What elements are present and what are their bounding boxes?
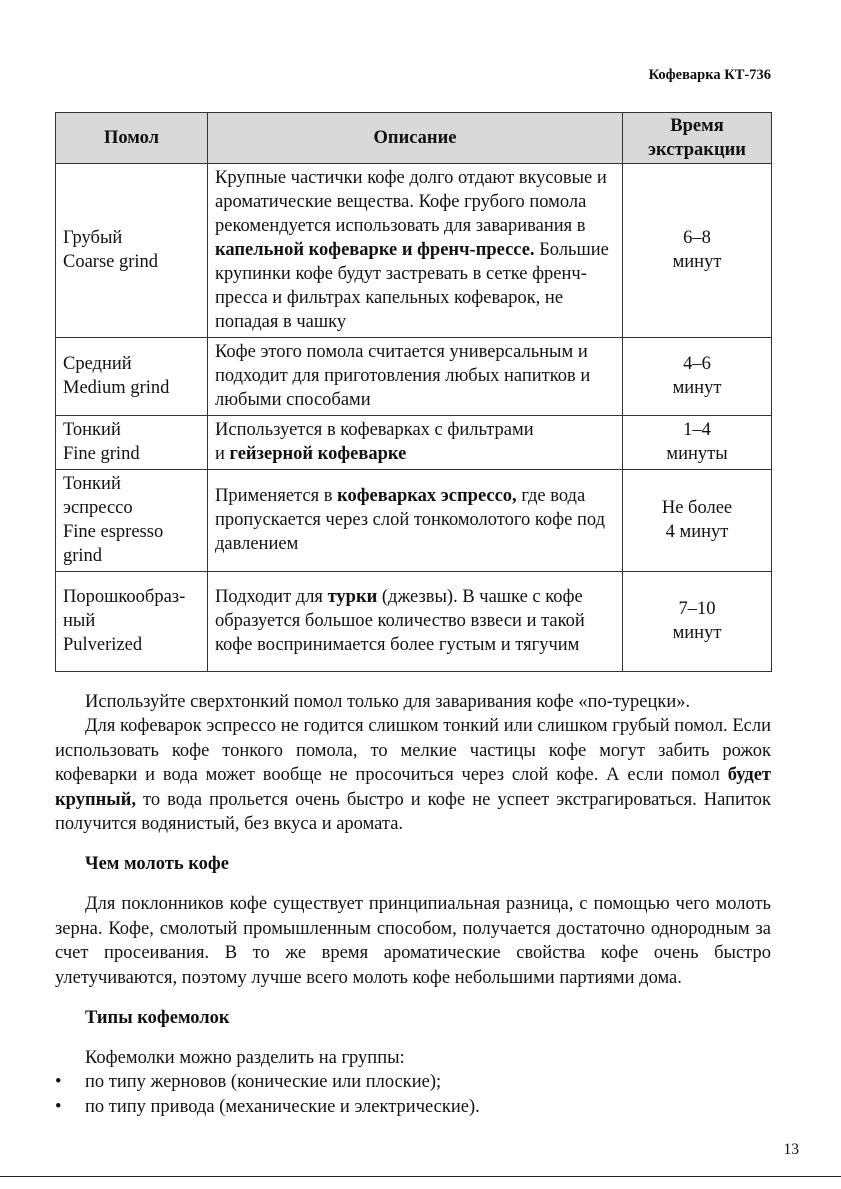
grind-name-cell	[56, 338, 208, 416]
text-span: то вода прольется очень быстро и кофе не успеет экстрагироваться. Напиток получится водянистый, без вкуса и аромата.	[55, 789, 771, 835]
table-header-row	[56, 113, 772, 164]
bullet-icon: •	[55, 1096, 62, 1117]
extraction-time-line: минут	[672, 378, 722, 398]
bold-span: кофеварках эспрессо,	[337, 486, 517, 506]
grind-name-ru: Тонкий	[63, 474, 121, 494]
extraction-time-cell	[623, 338, 772, 416]
text-span: Для кофеварок эспрессо не годится слишком тонкий или слишком грубый помол. Если использовать кофе тонкого помола, то мелкие частицы кофе могут забить рожок кофеварки и вода может вообще не просочиться через слой кофе. А если помол	[55, 716, 771, 786]
grind-name-ru: Тонкий	[63, 420, 121, 440]
extraction-time-line: минуты	[666, 444, 728, 464]
extraction-time-line: Не более	[661, 498, 733, 518]
list-item	[55, 1095, 771, 1119]
table-row	[56, 572, 772, 672]
table-row	[56, 338, 772, 416]
text-span: Кофе этого помола считается универсальным и подходит для приготовления любых напитков и любыми способами	[215, 342, 591, 410]
text-span: Крупные частички кофе долго отдают вкусовые и ароматические вещества. Кофе грубого помола рекомендуется использовать для заваривания в	[215, 168, 607, 236]
paragraph: Для поклонников кофе существует принципиальная разница, с помощью чего молоть зерна. Кофе, смолотый промышленным способом, получается достаточно однородным за счет просеивания. В то же время ароматические свойства кофе очень быстро улетучиваются, поэтому лучше всего молоть кофе небольшими партиями дома.	[55, 894, 771, 988]
extraction-time-line: 7–10	[678, 599, 716, 619]
header-time: Время экстракции	[623, 113, 772, 164]
table-row	[56, 416, 772, 470]
grind-name-cell	[56, 572, 208, 672]
grind-name-en: grind	[63, 546, 103, 566]
table-row	[56, 470, 772, 572]
extraction-time-line: минут	[672, 252, 722, 272]
extraction-time-line: 6–8	[683, 228, 711, 248]
grind-name-ru: Грубый	[63, 228, 123, 248]
extraction-time-cell	[623, 572, 772, 672]
description-cell	[208, 572, 623, 672]
bold-span: капельной кофеварке и френч-прессе.	[215, 240, 535, 260]
header-grind: Помол	[56, 113, 208, 164]
text-span: Большие крупинки кофе будут застревать в сетке френч-пресса и фильтрах капельных кофеварок, не попадая в чашку	[215, 240, 609, 332]
section-heading: Типы кофемолок	[85, 1008, 230, 1029]
paragraph: Используйте сверхтонкий помол только для заваривания кофе «по-турецки».	[85, 692, 691, 712]
grind-name-en: Pulverized	[63, 635, 143, 655]
list-item-text: по типу жерновов (конические или плоские);	[85, 1072, 442, 1093]
section-heading: Чем молоть кофе	[85, 854, 229, 875]
description-cell	[208, 470, 623, 572]
extraction-time-cell	[623, 470, 772, 572]
header-description: Описание	[208, 113, 623, 164]
grind-name-en: Fine espresso	[63, 522, 164, 542]
text-span: Подходит для	[215, 587, 328, 607]
grind-name-ru: Порошкообразный	[63, 587, 186, 631]
grind-name-en: Coarse grind	[63, 252, 159, 272]
description-cell	[208, 338, 623, 416]
list-item	[55, 1070, 771, 1094]
description-cell	[208, 416, 623, 470]
description-cell	[208, 164, 623, 338]
paragraph	[55, 714, 771, 836]
bold-span: турки	[327, 587, 378, 607]
text-span: и	[215, 444, 230, 464]
bold-span: будет крупный,	[55, 765, 771, 810]
extraction-time-cell	[623, 164, 772, 338]
grind-name-en: Medium grind	[63, 378, 170, 398]
bottom-rule	[0, 1176, 841, 1177]
bullet-list	[55, 1070, 771, 1119]
body-text	[55, 690, 771, 1119]
paragraph: Кофемолки можно разделить на группы:	[85, 1048, 405, 1069]
page-number: 13	[783, 1141, 799, 1158]
grind-name-cell	[56, 470, 208, 572]
extraction-time-line: 1–4	[683, 420, 711, 440]
list-item-text: по типу привода (механические и электрические).	[85, 1096, 480, 1117]
extraction-time-line: 4–6	[683, 354, 711, 374]
extraction-time-line: 4 минут	[665, 522, 729, 542]
extraction-time-cell	[623, 416, 772, 470]
text-span: Применяется в	[215, 486, 338, 506]
table-row	[56, 164, 772, 338]
grind-name-cell	[56, 416, 208, 470]
grind-name-en: Fine grind	[63, 444, 140, 464]
grind-name-ru: Средний	[63, 354, 132, 374]
grind-table	[55, 112, 772, 672]
bold-span: гейзерной кофеварке	[229, 444, 407, 464]
bullet-icon: •	[55, 1072, 62, 1093]
running-header: Кофеварка КТ-736	[648, 67, 771, 83]
text-span: Используется в кофеварках с фильтрами	[215, 420, 534, 440]
text-span: где вода пропускается через слой тонкомолотого кофе под давлением	[215, 486, 606, 554]
grind-name-ru: эспрессо	[63, 498, 133, 518]
text-span: (джезвы). В чашке с кофе образуется большое количество взвеси и такой кофе воспринимается более густым и тягучим	[215, 587, 585, 655]
grind-name-cell	[56, 164, 208, 338]
extraction-time-line: минут	[672, 623, 722, 643]
